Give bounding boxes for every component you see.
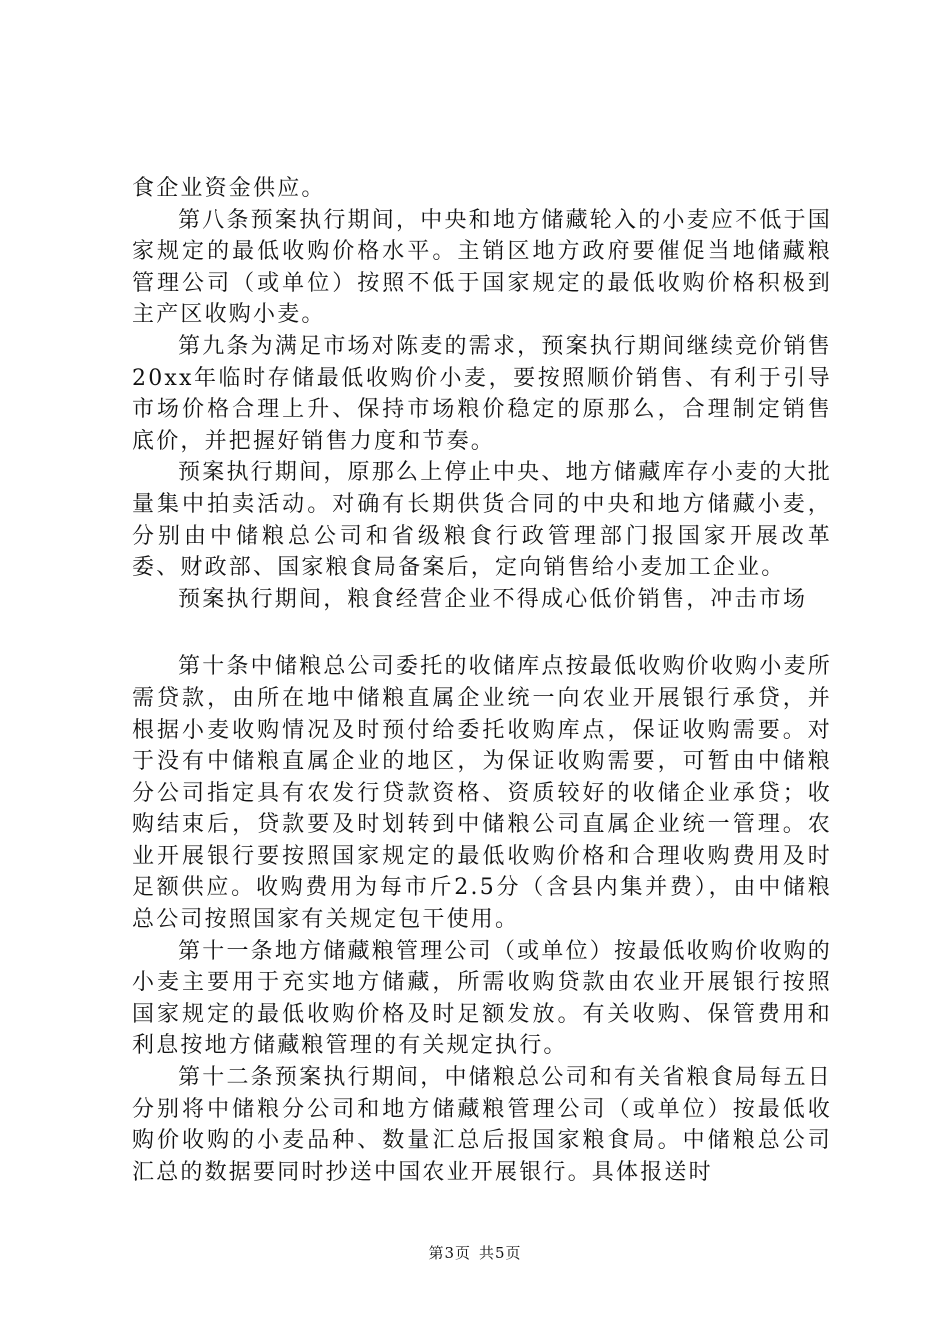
page-footer [0,1242,950,1263]
paragraph-continuation: 食企业资金供应。 [132,176,326,201]
page-total: 共5页 [479,1244,522,1262]
paragraph-gap [132,615,832,651]
paragraph-article-9: 第九条为满足市场对陈麦的需求，预案执行期间继续竞价销售20xx年临时存储最低收购价小麦，要按照顺价销售、有利于引导市场价格合理上升、保持市场粮价稳定的原那么，合理制定销售底价，并把握好销售力度和节奏。 [132,333,832,454]
paragraph-article-11: 第十一条地方储藏粮管理公司（或单位）按最低收购价收购的小麦主要用于充实地方储藏，所需收购贷款由农业开展银行按照国家规定的最低收购价格及时足额发放。有关收购、保管费用和利息按地方储藏粮管理的有关规定执行。 [132,938,832,1059]
paragraph-article-8: 第八条预案执行期间，中央和地方储藏轮入的小麦应不低于国家规定的最低收购价格水平。主销区地方政府要催促当地储藏粮管理公司（或单位）按照不低于国家规定的最低收购价格积极到主产区收购小麦。 [132,207,832,328]
document-body [132,173,832,1188]
page-number: 第3页 [428,1244,471,1262]
paragraph-article-12: 第十二条预案执行期间，中储粮总公司和有关省粮食局每五日分别将中储粮分公司和地方储藏粮管理公司（或单位）按最低收购价收购的小麦品种、数量汇总后报国家粮食局。中储粮总公司汇总的数据要同时抄送中国农业开展银行。具体报送时 [132,1065,832,1185]
paragraph-no-dumping: 预案执行期间，粮食经营企业不得成心低价销售，冲击市场 [178,586,808,612]
paragraph-auction-stop: 预案执行期间，原那么上停止中央、地方储藏库存小麦的大批量集中拍卖活动。对确有长期供货合同的中央和地方储藏小麦，分别由中储粮总公司和省级粮食行政管理部门报国家开展改革委、财政部、国家粮食局备案后，定向销售给小麦加工企业。 [132,460,832,581]
paragraph-article-10: 第十条中储粮总公司委托的收储库点按最低收购价收购小麦所需贷款，由所在地中储粮直属企业统一向农业开展银行承贷，并根据小麦收购情况及时预付给委托收购库点，保证收购需要。对于没有中储粮直属企业的地区，为保证收购需要，可暂由中储粮分公司指定具有农发行贷款资格、资质较好的收储企业承贷；收购结束后，贷款要及时划转到中储粮公司直属企业统一管理。农业开展银行要按照国家规定的最低收购价格和合理收购费用及时足额供应。收购费用为每市斤2.5分（含县内集并费），由中储粮总公司按照国家有关规定包干使用。 [132,654,832,933]
